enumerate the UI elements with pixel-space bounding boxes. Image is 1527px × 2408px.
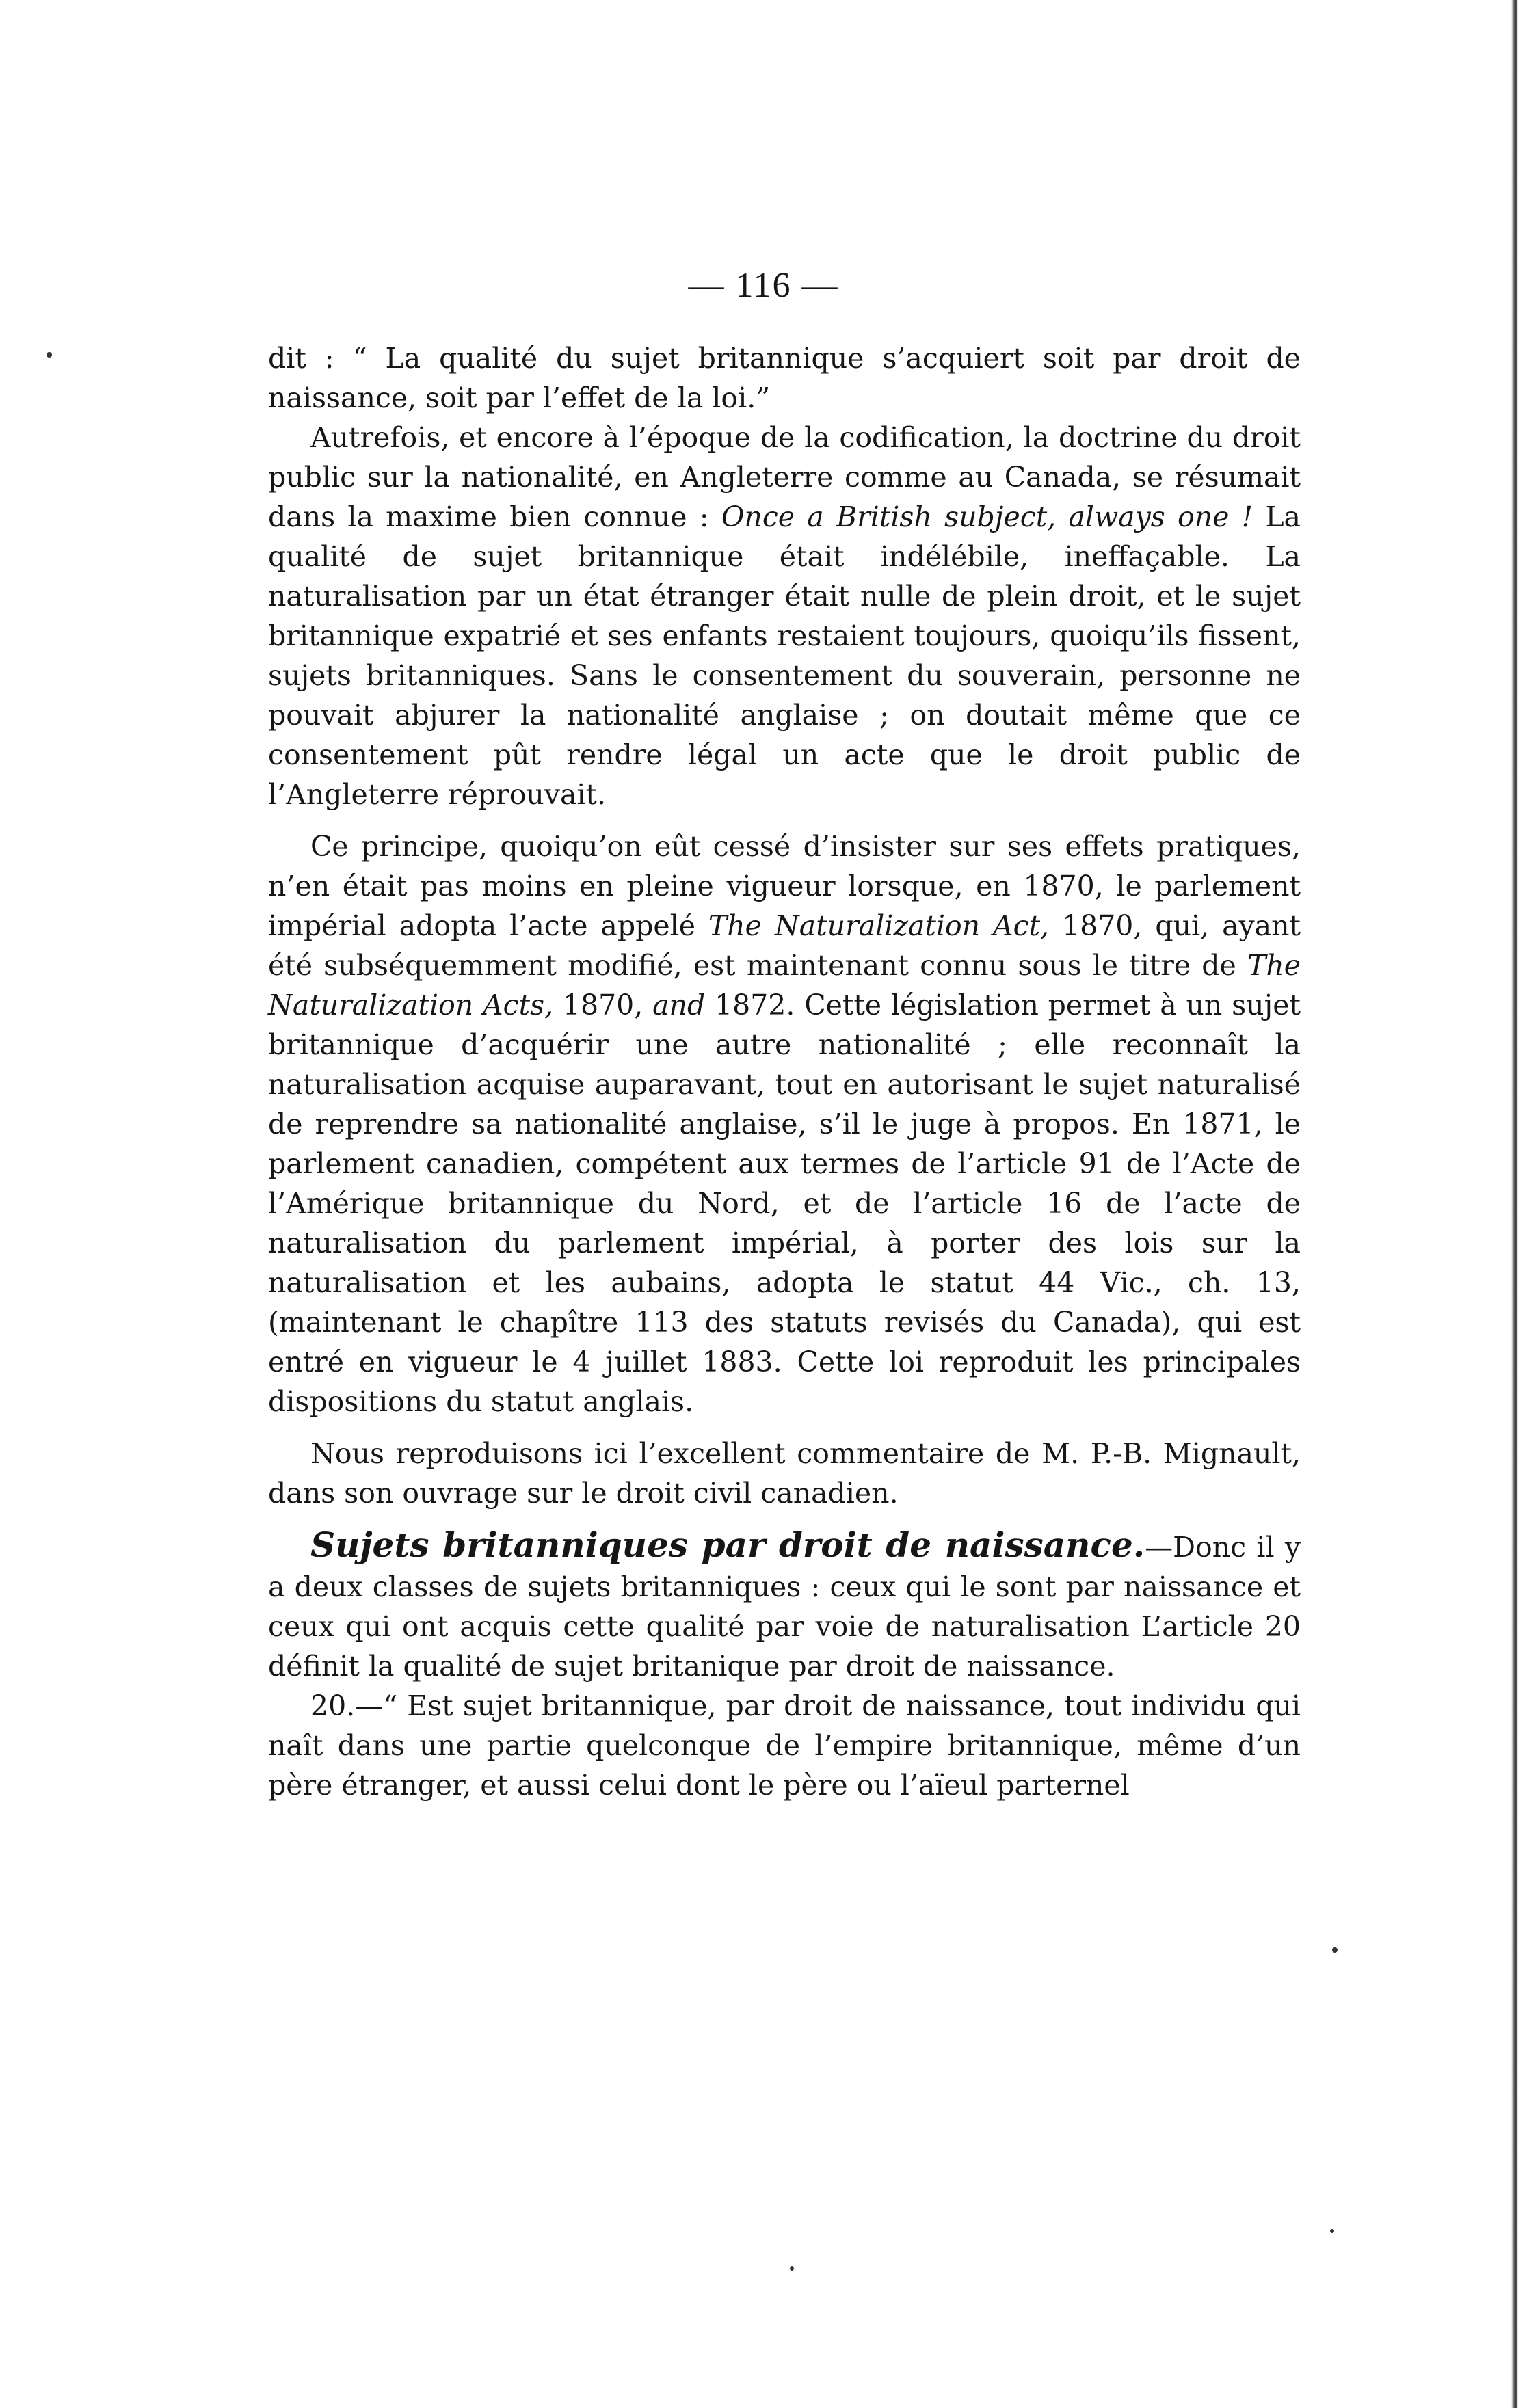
text-run: 1870, qui, ayant été subséquemment modifié, est maintenant connu sous le titre de xyxy=(268,909,1301,982)
paragraph-4 xyxy=(268,1434,1301,1513)
text-run: Autrefois, et encore à l’époque de la codification, la doctrine du droit public sur la nationalité, en Angleterre comme au Canada, se résumait dans la maxime bien connue : xyxy=(268,421,1301,533)
text-run: —Donc il y a deux classes de sujets britanniques : ceux qui le sont par naissance et ceux qui ont acquis cette qualité par voie de naturalisation L’article 20 définit la qualité de sujet britanique par droit de naissance. xyxy=(268,1531,1301,1683)
text-run: dit : “ La qualité du sujet britannique s’acquiert soit par droit de naissance, soit par l’effet de la loi.” xyxy=(268,342,1301,414)
scan-speck xyxy=(790,2266,794,2271)
text-run: Nous reproduisons ici l’excellent commentaire de M. P.-B. Mignault, dans son ouvrage sur le droit civil canadien. xyxy=(268,1437,1301,1510)
page-edge-shadow xyxy=(1511,0,1518,2408)
scan-speck xyxy=(1332,1947,1338,1953)
page-number: — 116 — xyxy=(688,266,839,305)
italic-acts-title: The Naturalization Acts, xyxy=(268,949,1301,1021)
text-run: 1870, xyxy=(553,989,653,1021)
text-run: Ce principe, quoiqu’on eût cessé d’insister sur ses effets pratiques, n’en était pas moins en pleine vigueur lorsque, en 1870, le parlement impérial adopta l’acte appelé xyxy=(268,830,1301,942)
scan-speck xyxy=(47,352,52,358)
paragraph-6 xyxy=(268,1686,1301,1805)
paragraph-2 xyxy=(268,418,1301,814)
italic-and: and xyxy=(652,989,706,1021)
paragraph-1 xyxy=(268,338,1301,418)
text-run: 20.—“ Est sujet britannique, par droit de naissance, tout individu qui naît dans une partie quelconque de l’empire britannique, même d’un père étranger, et aussi celui dont le père ou l’aïeul parternel xyxy=(268,1689,1301,1802)
body-text xyxy=(268,338,1301,1805)
italic-act-title: The Naturalization Act, xyxy=(708,909,1050,942)
scan-speck xyxy=(1330,2229,1334,2233)
section-heading: Sujets britanniques par droit de naissance. xyxy=(310,1525,1145,1565)
italic-maxim: Once a British subject, always one ! xyxy=(721,500,1253,533)
text-run: 1872. Cette législation permet à un sujet britannique d’acquérir une autre nationalité ; elle reconnaît la naturalisation acquise auparavant, tout en autorisant le sujet naturalisé de reprendre sa nationalité anglaise, s’il le juge à propos. En 1871, le parlement canadien, compétent aux termes de l’article 91 de l’Acte de l’Amérique britannique du Nord, et de l’article 16 de l’acte de naturalisation du parlement impérial, à porter des lois sur la naturalisation et les aubains, adopta le statut 44 Vic., ch. 13, (maintenant le chapître 113 des statuts revisés du Canada), qui est entré en vigueur le 4 juillet 1883. Cette loi reproduit les principales dispositions du statut anglais. xyxy=(268,989,1301,1418)
text-run: La qualité de sujet britannique était indélébile, ineffaçable. La naturalisation par un état étranger était nulle de plein droit, et le sujet britannique expatrié et ses enfants restaient toujours, quoiqu’ils fissent, sujets britanniques. Sans le consentement du souverain, personne ne pouvait abjurer la nationalité anglaise ; on doutait même que ce consentement pût rendre légal un acte que le droit public de l’Angleterre réprouvait. xyxy=(268,500,1301,811)
paragraph-5 xyxy=(268,1525,1301,1686)
paragraph-3 xyxy=(268,827,1301,1421)
